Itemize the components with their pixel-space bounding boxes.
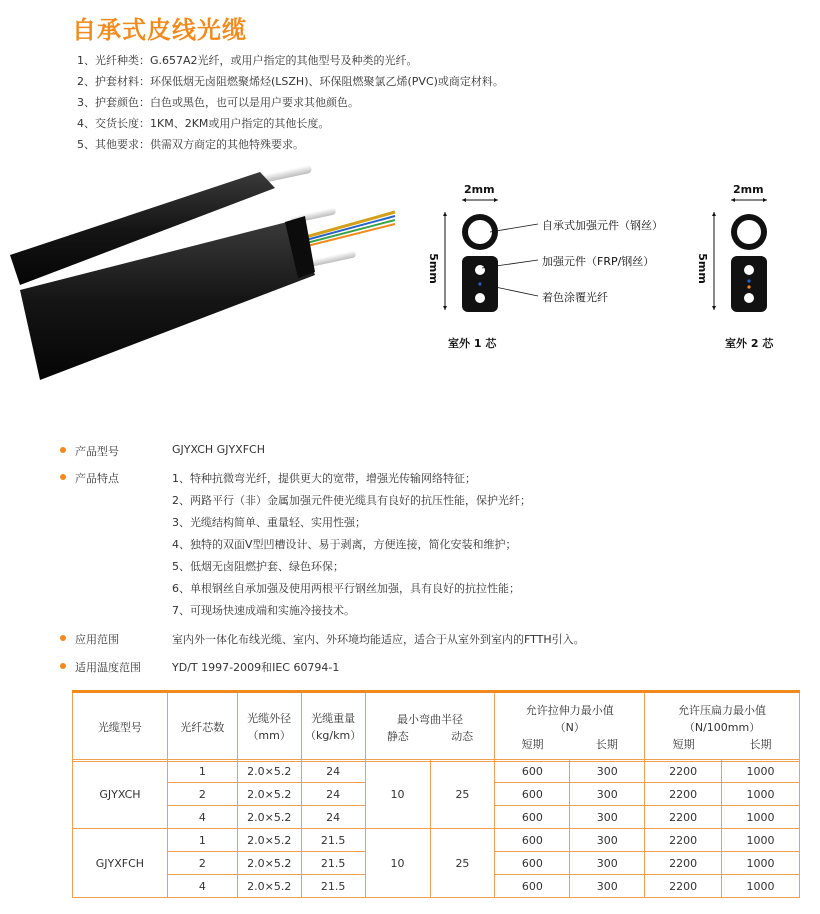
table-row — [73, 760, 800, 783]
cell-tensile-short: 600 — [495, 875, 570, 898]
cell-dynamic: 25 — [430, 829, 495, 898]
bullet-icon — [60, 635, 66, 641]
model-value: GJYXCH GJYXFCH — [172, 443, 265, 456]
cell-tensile-long: 300 — [570, 783, 645, 806]
header-cores: 光纤芯数 — [167, 692, 237, 762]
cell-cores: 4 — [167, 875, 237, 898]
bullet-icon — [60, 447, 66, 453]
cell-od: 2.0×5.2 — [237, 806, 301, 829]
feature-item: 1、特种抗微弯光纤，提供更大的宽带，增强光传输网络特征； — [172, 472, 476, 485]
cell-crush-long: 1000 — [722, 760, 800, 783]
application-key: 应用范围 — [75, 633, 119, 646]
cell-model: GJYXCH — [73, 760, 168, 829]
cell-tensile-short: 600 — [495, 783, 570, 806]
label-colored-fiber: 着色涂覆光纤 — [542, 291, 608, 304]
caption-1-core: 室外 1 芯 — [448, 337, 497, 350]
spec-table — [72, 690, 800, 762]
caption-2-core: 室外 2 芯 — [725, 337, 774, 350]
header-crush: 允许压扁力最小值 （N/100mm） 短期 长期 — [645, 692, 800, 762]
feature-item: 3、光缆结构简单、重量轻、实用性强； — [172, 516, 366, 529]
height-dimension-2: 5mm — [695, 253, 709, 284]
feature-item: 2、两路平行（非）金属加强元件使光缆具有良好的抗压性能，保护光纤； — [172, 494, 531, 507]
model-key: 产品型号 — [75, 445, 119, 458]
cell-od: 2.0×5.2 — [237, 783, 301, 806]
table-row — [73, 829, 800, 852]
cell-cores: 1 — [167, 829, 237, 852]
spec-item: 3、护套颜色：白色或黑色，也可以是用户要求其他颜色。 — [77, 96, 359, 109]
feature-item: 6、单根钢丝自承加强及使用两根平行钢丝加强，具有良好的抗拉性能； — [172, 582, 520, 595]
cell-model: GJYXFCH — [73, 829, 168, 898]
features-key: 产品特点 — [75, 472, 119, 485]
cross-section-diagram — [420, 180, 800, 360]
cell-crush-long: 1000 — [722, 829, 800, 852]
cell-cores: 2 — [167, 852, 237, 875]
spec-item: 4、交货长度：1KM、2KM或用户指定的其他长度。 — [77, 117, 330, 130]
cell-tensile-long: 300 — [570, 760, 645, 783]
cell-weight: 21.5 — [301, 829, 365, 852]
width-dimension-1: 2mm — [464, 183, 495, 196]
height-dimension-1: 5mm — [426, 253, 440, 284]
cell-cores: 1 — [167, 760, 237, 783]
cell-od: 2.0×5.2 — [237, 852, 301, 875]
feature-item: 4、独特的双面V型凹槽设计、易于剥离，方便连接，简化安装和维护； — [172, 538, 517, 551]
cell-tensile-short: 600 — [495, 829, 570, 852]
cell-tensile-short: 600 — [495, 852, 570, 875]
header-outer-diameter: 光缆外径 （mm） — [237, 692, 301, 762]
application-value: 室内外一体化布线光缆、室内、外环境均能适应，适合于从室外到室内的FTTH引入。 — [172, 633, 585, 646]
header-bend-radius: 最小弯曲半径 静态 动态 — [365, 692, 495, 762]
cell-crush-long: 1000 — [722, 875, 800, 898]
label-messenger-wire: 自承式加强元件（钢丝） — [542, 219, 663, 232]
cell-dynamic: 25 — [430, 760, 495, 829]
spec-item: 1、光纤种类：G.657A2光纤，或用户指定的其他型号及种类的光纤。 — [77, 54, 418, 67]
page-title: 自承式皮线光缆 — [72, 16, 247, 44]
cell-tensile-long: 300 — [570, 806, 645, 829]
cell-tensile-long: 300 — [570, 829, 645, 852]
cell-od: 2.0×5.2 — [237, 760, 301, 783]
feature-item: 5、低烟无卤阻燃护套、绿色环保； — [172, 560, 344, 573]
cell-crush-short: 2200 — [645, 875, 722, 898]
width-dimension-2: 2mm — [733, 183, 764, 196]
cell-cores: 4 — [167, 806, 237, 829]
temperature-value: YD/T 1997-2009和IEC 60794-1 — [172, 661, 340, 674]
cell-crush-long: 1000 — [722, 806, 800, 829]
bullet-icon — [60, 474, 66, 480]
cell-static: 10 — [365, 829, 430, 898]
cell-tensile-long: 300 — [570, 875, 645, 898]
cell-weight: 24 — [301, 783, 365, 806]
cell-tensile-short: 600 — [495, 760, 570, 783]
cell-od: 2.0×5.2 — [237, 829, 301, 852]
spec-item: 5、其他要求：供需双方商定的其他特殊要求。 — [77, 138, 304, 151]
cell-crush-short: 2200 — [645, 760, 722, 783]
cross-section-drawing — [420, 180, 800, 360]
cell-crush-short: 2200 — [645, 783, 722, 806]
bullet-icon — [60, 663, 66, 669]
header-weight: 光缆重量 （kg/km） — [301, 692, 365, 762]
label-strength-member: 加强元件（FRP/钢丝） — [542, 255, 655, 268]
cell-crush-short: 2200 — [645, 852, 722, 875]
cell-static: 10 — [365, 760, 430, 829]
cell-crush-long: 1000 — [722, 852, 800, 875]
spec-table-body — [72, 759, 800, 898]
cell-od: 2.0×5.2 — [237, 875, 301, 898]
cell-crush-short: 2200 — [645, 806, 722, 829]
cell-cores: 2 — [167, 783, 237, 806]
cell-crush-short: 2200 — [645, 829, 722, 852]
cell-tensile-long: 300 — [570, 852, 645, 875]
temperature-key: 适用温度范围 — [75, 661, 141, 674]
table-header-row — [73, 692, 800, 762]
cable-photo — [10, 160, 410, 390]
header-model: 光缆型号 — [73, 692, 168, 762]
cell-weight: 24 — [301, 806, 365, 829]
cell-crush-long: 1000 — [722, 783, 800, 806]
header-tensile: 允许拉伸力最小值 （N） 短期 长期 — [495, 692, 645, 762]
feature-item: 7、可现场快速成端和实施冷接技术。 — [172, 604, 355, 617]
spec-item: 2、护套材料：环保低烟无卤阻燃聚烯烃(LSZH)、环保阻燃聚氯乙烯(PVC)或商定材料。 — [77, 75, 504, 88]
spec-list — [77, 50, 504, 155]
product-info — [60, 443, 800, 683]
cell-weight: 21.5 — [301, 852, 365, 875]
cell-weight: 24 — [301, 760, 365, 783]
cell-weight: 21.5 — [301, 875, 365, 898]
cell-tensile-short: 600 — [495, 806, 570, 829]
